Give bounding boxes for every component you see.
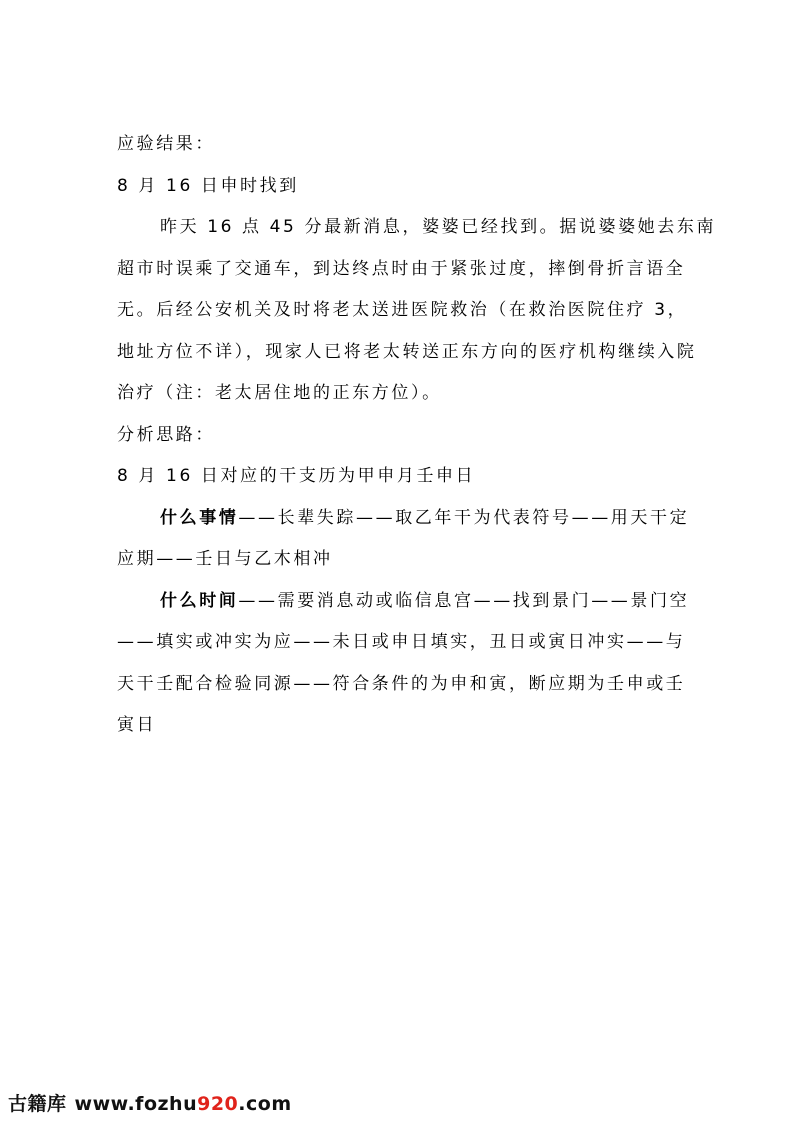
what-time-line-2: ——填实或冲实为应——未日或申日填实，丑日或寅日冲实——与 — [117, 632, 686, 652]
what-matter-label: 什么事情 — [160, 507, 239, 528]
paragraph-line: 昨天 16 点 45 分最新消息，婆婆已经找到。据说婆婆她去东南 — [160, 217, 717, 237]
paragraph-line: 超市时误乘了交通车，到达终点时由于紧张过度，摔倒骨折言语全 — [117, 258, 686, 279]
what-time-line — [117, 581, 690, 623]
url-number: 920 — [197, 1093, 239, 1115]
heading-result: 应验结果： — [117, 134, 215, 154]
what-time-line-4: 寅日 — [117, 715, 157, 735]
what-matter-line — [117, 498, 690, 540]
what-time-line-3: 天干壬配合检验同源——符合条件的为申和寅，断应期为壬申或壬 — [117, 673, 686, 694]
what-time-label: 什么时间 — [160, 590, 239, 611]
ganzhi-line: 8 月 16 日对应的干支历为甲申月壬申日 — [117, 466, 476, 486]
what-matter-text: ——长辈失踪——取乙年干为代表符号——用天干定 — [238, 507, 690, 528]
document-body — [117, 124, 717, 747]
date-found-line: 8 月 16 日申时找到 — [117, 175, 299, 196]
what-matter-line-2: 应期——壬日与乙木相冲 — [117, 549, 333, 569]
heading-analysis: 分析思路： — [117, 424, 215, 445]
paragraph-line: 无。后经公安机关及时将老太送进医院救治（在救治医院住疗 3， — [117, 300, 688, 320]
url-prefix: www.fozhu — [74, 1093, 198, 1115]
url-suffix: .com — [238, 1093, 292, 1115]
site-url[interactable] — [75, 1093, 292, 1115]
paragraph-line: 地址方位不详），现家人已将老太转送正东方向的医疗机构继续入院 — [117, 341, 697, 362]
footer-watermark — [8, 1089, 292, 1116]
what-time-text: ——需要消息动或临信息宫——找到景门——景门空 — [238, 590, 690, 611]
site-name: 古籍库 — [8, 1093, 67, 1115]
paragraph-line: 治疗（注：老太居住地的正东方位）。 — [117, 383, 442, 403]
